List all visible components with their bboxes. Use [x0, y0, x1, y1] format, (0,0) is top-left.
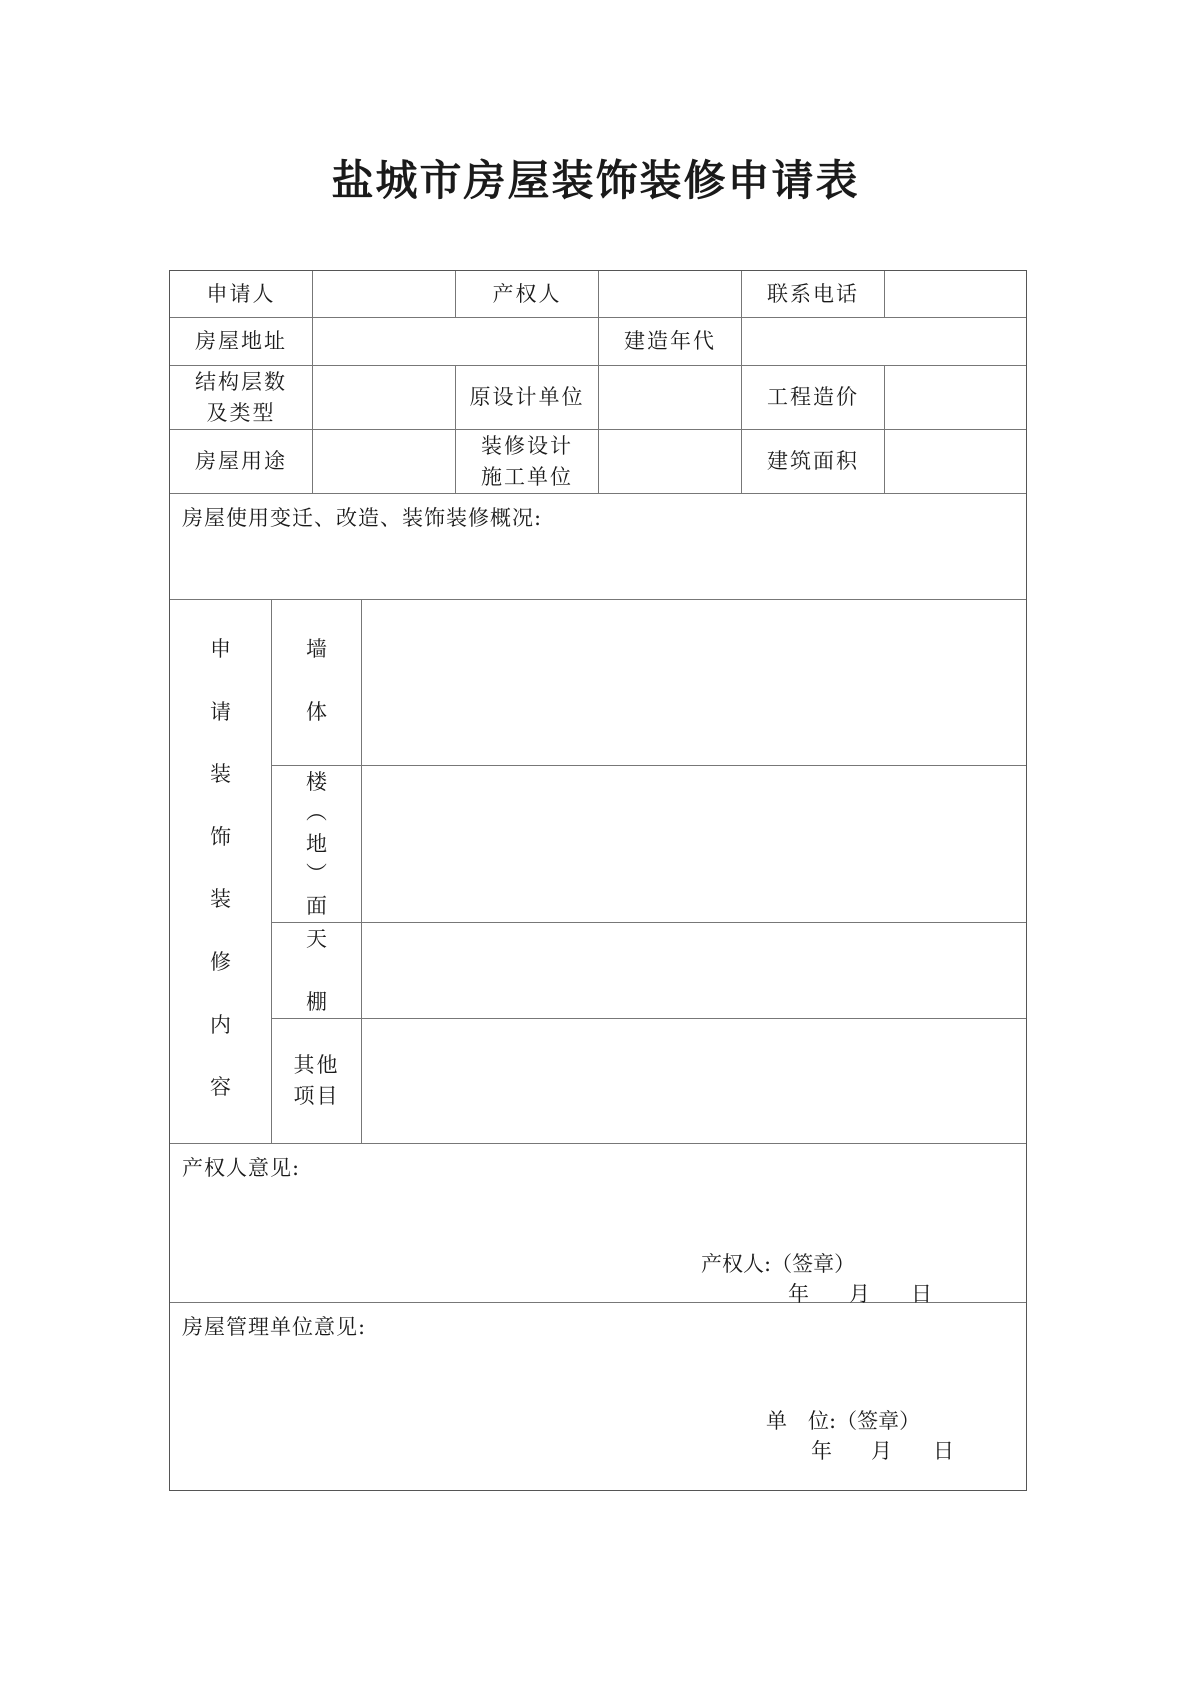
- area-label-cell: [742, 430, 885, 494]
- build-year-label-cell: [599, 318, 742, 366]
- structure-field[interactable]: [313, 366, 456, 430]
- owner-label: 产权人: [492, 281, 562, 306]
- orig-design-label-cell: [456, 366, 599, 430]
- deco-unit-label: 装修设计 施工单位: [481, 433, 573, 489]
- owner-date-month: 月: [849, 1282, 870, 1306]
- owner-date-day: 日: [911, 1282, 932, 1306]
- mgmt-date-day: 日: [933, 1439, 954, 1463]
- owner-signature-label: 产权人:（签章）: [701, 1252, 856, 1276]
- phone-label: 联系电话: [767, 281, 859, 306]
- overview-section[interactable]: [170, 494, 1026, 600]
- deco-unit-label-cell: [456, 430, 599, 494]
- address-label-cell: [170, 318, 313, 366]
- applicant-label-cell: [170, 271, 313, 318]
- mgmt-opinion-label: 房屋管理单位意见:: [182, 1315, 367, 1339]
- floor-char: 面: [306, 894, 327, 918]
- ceiling-char: 棚: [306, 990, 327, 1014]
- side-char: 请: [210, 700, 231, 724]
- wall-field[interactable]: [362, 600, 1026, 766]
- owner-label-cell: [456, 271, 599, 318]
- ceiling-field[interactable]: [362, 923, 1026, 1019]
- build-year-field[interactable]: [742, 318, 1026, 366]
- other-label-cell: [272, 1019, 362, 1144]
- ceiling-label: [272, 923, 362, 1019]
- address-label: 房屋地址: [195, 329, 287, 353]
- area-field[interactable]: [885, 430, 1026, 494]
- floor-char: 楼: [306, 770, 327, 794]
- owner-field[interactable]: [599, 271, 742, 318]
- deco-unit-field[interactable]: [599, 430, 742, 494]
- floor-field[interactable]: [362, 766, 1026, 923]
- cost-label-cell: [742, 366, 885, 430]
- application-form: [169, 270, 1027, 1491]
- address-field[interactable]: [313, 318, 599, 366]
- other-field[interactable]: [362, 1019, 1026, 1144]
- cost-label: 工程造价: [767, 385, 859, 409]
- usage-label: 房屋用途: [195, 449, 287, 473]
- orig-design-label: 原设计单位: [469, 385, 585, 409]
- content-side-label: [170, 600, 272, 1144]
- page-title: 盐城市房屋装饰装修申请表: [331, 156, 860, 205]
- side-char: 容: [210, 1075, 231, 1099]
- wall-char: 体: [306, 700, 327, 724]
- structure-label-cell: [170, 366, 313, 430]
- orig-design-field[interactable]: [599, 366, 742, 430]
- floor-char: 地: [306, 832, 327, 856]
- wall-label: [272, 600, 362, 766]
- phone-label-cell: [742, 271, 885, 318]
- ceiling-char: 天: [306, 927, 327, 951]
- area-label: 建筑面积: [767, 449, 859, 473]
- side-char: 饰: [210, 825, 231, 849]
- side-char: 装: [210, 887, 231, 911]
- side-char: 装: [210, 762, 231, 786]
- mgmt-signature-label: 单 位:（签章）: [766, 1409, 921, 1433]
- mgmt-opinion-section[interactable]: [170, 1303, 1026, 1490]
- floor-char: ︵: [306, 800, 327, 824]
- side-char: 内: [210, 1013, 231, 1037]
- structure-label: 结构层数 及类型: [195, 369, 287, 425]
- phone-field[interactable]: [885, 271, 1026, 318]
- mgmt-date-year: 年: [811, 1439, 832, 1463]
- wall-char: 墙: [306, 637, 327, 661]
- side-char: 修: [210, 950, 231, 974]
- owner-opinion-label: 产权人意见:: [182, 1156, 301, 1180]
- owner-opinion-section[interactable]: [170, 1144, 1026, 1306]
- floor-char: ︶: [306, 862, 327, 886]
- other-label: 其他 项目: [293, 1053, 340, 1108]
- applicant-label: 申请人: [206, 281, 276, 306]
- applicant-field[interactable]: [313, 271, 456, 318]
- usage-field[interactable]: [313, 430, 456, 494]
- usage-label-cell: [170, 430, 313, 494]
- cost-field[interactable]: [885, 366, 1026, 430]
- build-year-label: 建造年代: [624, 329, 716, 353]
- mgmt-date-month: 月: [871, 1439, 892, 1463]
- owner-date-year: 年: [788, 1282, 809, 1306]
- floor-label: [272, 766, 362, 923]
- side-char: 申: [210, 637, 231, 661]
- overview-label: 房屋使用变迁、改造、装饰装修概况:: [182, 506, 543, 530]
